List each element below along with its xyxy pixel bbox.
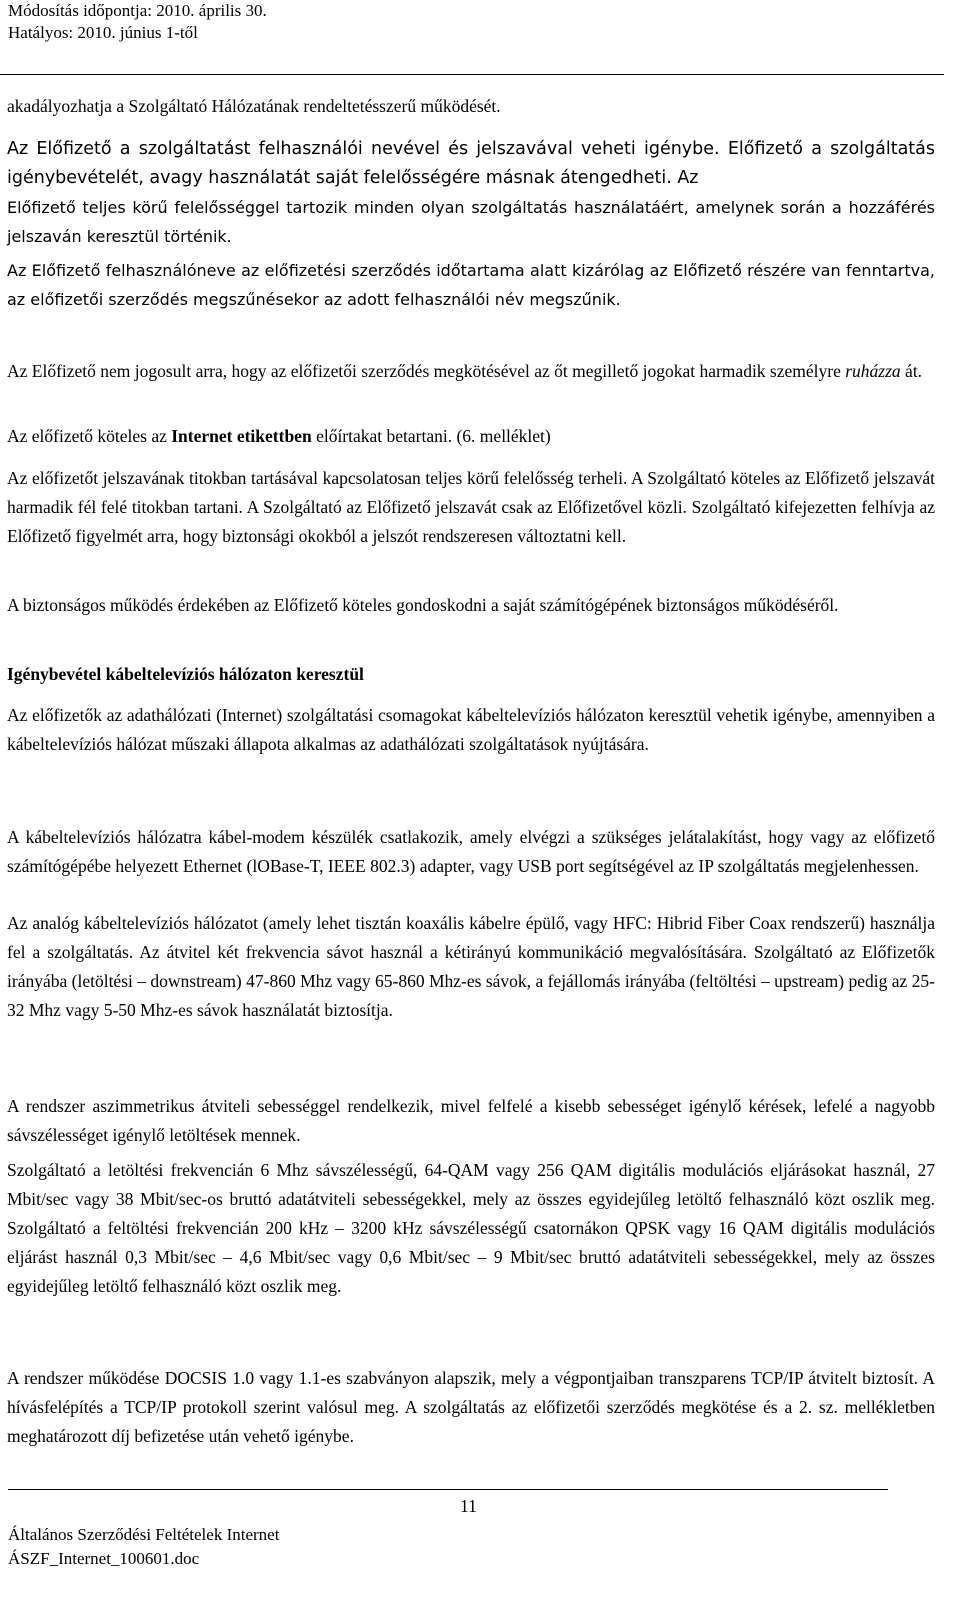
footer-divider [8,1489,888,1490]
paragraph-11: A rendszer aszimmetrikus átviteli sebességgel rendelkezik, mivel felfelé a kisebb sebességet igénylő kérések, lefelé a nagyobb sávszélességet igénylő letöltések mennek. [7,1096,935,1145]
paragraph-1: akadályozhatja a Szolgáltató Hálózatának rendeltetésszerű működését. [7,96,501,116]
paragraph-2b: Előfizető teljes körű felelősséggel tartozik minden olyan szolgáltatás használatáért, amelynek során a hozzáférés jelszaván keresztül történik. [7,198,935,246]
paragraph-2a [7,135,935,193]
paragraph-9: A kábeltelevíziós hálózatra kábel-modem készülék csatlakozik, amely elvégzi a szükséges jelátalakítást, hogy vagy az előfizető számítógépébe helyezett Ethernet (lOBase-T, IEEE 802.3) adapter, vagy USB port segítségével az IP szolgáltatás megjelenhessen. [7,827,935,876]
page-number: 11 [460,1496,477,1516]
page-header [8,0,267,44]
paragraph-5-pre: Az előfizető köteles az [7,426,172,446]
paragraph-10: Az analóg kábeltelevíziós hálózatot (amely lehet tisztán koaxális kábelre épülő, vagy HFC: Hibrid Fiber Coax rendszerű) használja fel a szolgáltatás. Az átvitel két frekvencia sávot használ a kétirányú kommunikáció megvalósítására. Szolgáltató az Előfizetők irányába (letöltési – downstream) 47-860 Mhz vagy 65-860 Mhz-es sávok, a fejállomás irányába (feltöltési – upstream) pedig az 25-32 Mhz vagy 5-50 Mhz-es sávok használatát biztosítja. [7,913,935,1020]
paragraph-6: Az előfizetőt jelszavának titokban tartásával kapcsolatosan teljes körű felelősség terheli. A Szolgáltató köteles az Előfizető jelszavát harmadik fél felé titokban tartani. A Szolgáltató az Előfizető jelszavát csak az Előfizetővel közli. Szolgáltató kifejezetten felhívja az Előfizető figyelmét arra, hogy biztonsági okokból a jelszót rendszeresen változtatni kell. [7,468,935,546]
paragraph-4 [7,357,935,386]
paragraph-2a-text: Az Előfizető a szolgáltatást felhasználói nevével és jelszavával veheti igénybe. Előfizető a szolgáltatás igénybevételét, avagy használatát saját felelősségére másnak átengedheti. Az [7,139,935,188]
header-divider [0,74,944,75]
footer-file-name: ÁSZF_Internet_100601.doc [8,1549,200,1568]
header-modified-date: Módosítás időpontja: 2010. április 30. [8,1,267,20]
header-effective-date: Hatályos: 2010. június 1-től [8,23,198,42]
paragraph-5-bold: Internet etikettben [171,426,312,446]
paragraph-3: Az Előfizető felhasználóneve az előfizetési szerződés időtartama alatt kizárólag az Előfizető részére van fenntartva, az előfizetői szerződés megszűnésekor az adott felhasználói név megszűnik. [7,261,935,309]
paragraph-5-post: előírtakat betartani. (6. melléklet) [311,426,551,446]
paragraph-4-text: Az Előfizető nem jogosult arra, hogy az előfizetői szerződés megkötésével az őt megillető jogokat harmadik személyre [7,361,846,381]
section-heading: Igénybevétel kábeltelevíziós hálózaton keresztül [7,664,364,684]
paragraph-4-italic: ruházza [845,361,901,381]
page-footer [8,1523,279,1571]
footer-document-title: Általános Szerződési Feltételek Internet [8,1525,280,1544]
paragraph-12: Szolgáltató a letöltési frekvencián 6 Mhz sávszélességű, 64-QAM vagy 256 QAM digitális modulációs eljárásokat használ, 27 Mbit/sec vagy 38 Mbit/sec-os bruttó adatátviteli sebességekkel, mely az összes egyidejűleg letöltő felhasználó közt oszlik meg. Szolgáltató a feltöltési frekvencián 200 kHz – 3200 kHz sávszélességű csatornákon QPSK vagy 16 QAM digitális modulációs eljárást használ 0,3 Mbit/sec – 4,6 Mbit/sec vagy 0,6 Mbit/sec – 9 Mbit/sec bruttó adatátviteli sebességekkel, mely az összes egyidejűleg letöltő felhasználó közt oszlik meg. [7,1160,935,1296]
paragraph-13: A rendszer működése DOCSIS 1.0 vagy 1.1-es szabványon alapszik, mely a végpontjaiban transzparens TCP/IP átvitelt biztosít. A hívásfelépítés a TCP/IP protokoll szerint valósul meg. A szolgáltatás az előfizetői szerződés megkötése és a 2. sz. mellékletben meghatározott díj befizetése után vehető igénybe. [7,1368,935,1446]
paragraph-4-end: át. [900,361,923,381]
paragraph-7: A biztonságos működés érdekében az Előfizető köteles gondoskodni a saját számítógépének biztonságos működéséről. [7,595,839,615]
paragraph-5 [7,422,935,451]
paragraph-8: Az előfizetők az adathálózati (Internet) szolgáltatási csomagokat kábeltelevíziós hálózaton keresztül vehetik igénybe, amennyiben a kábeltelevíziós hálózat műszaki állapota alkalmas az adathálózati szolgáltatások nyújtására. [7,705,935,754]
